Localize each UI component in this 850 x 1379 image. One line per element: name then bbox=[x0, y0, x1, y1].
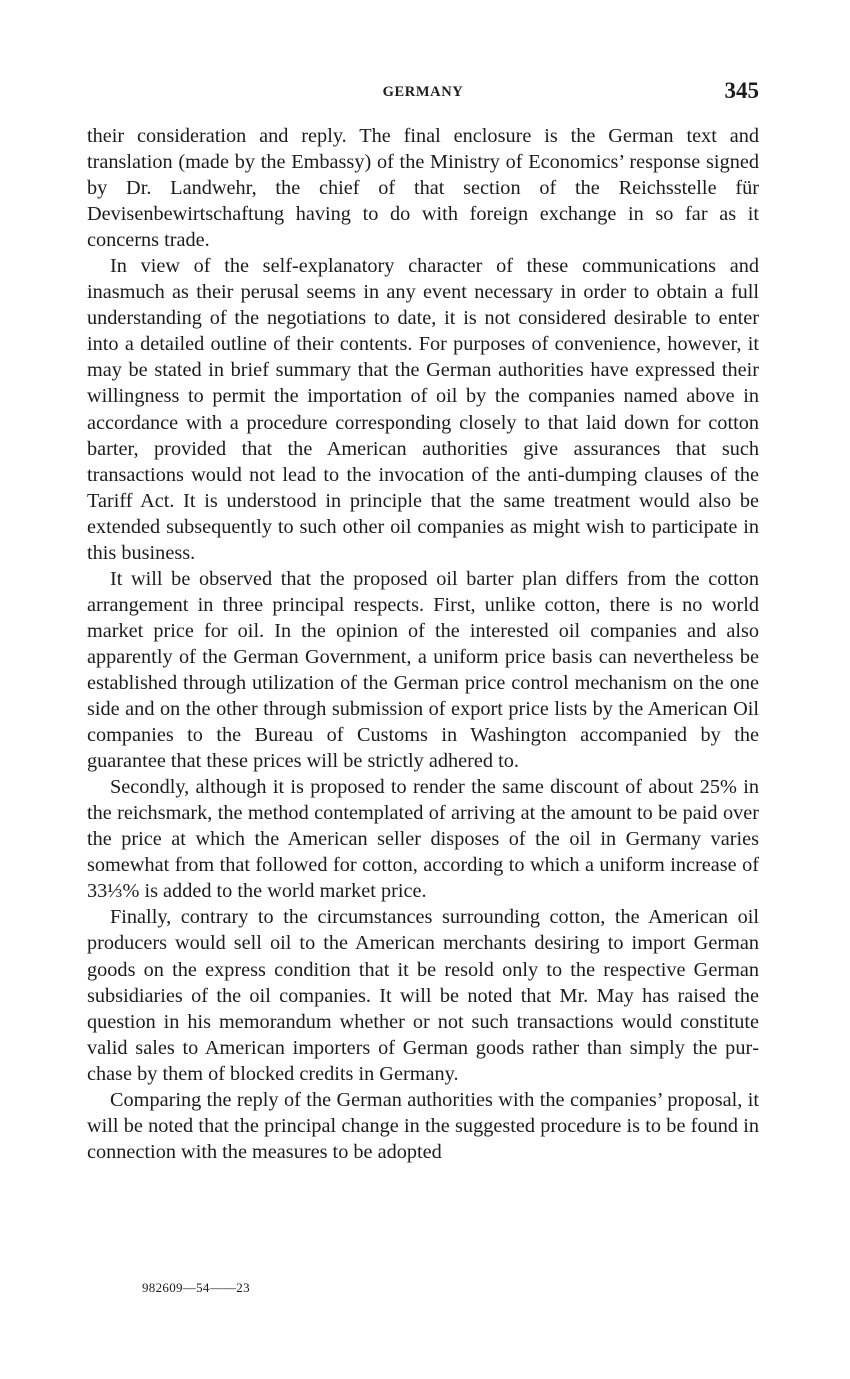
paragraph-continues: Comparing the reply of the German authorities with the companies’ proposal, it will be noted that the principal change in the suggested procedure is to be found in connection with the measures to be adopted bbox=[87, 1088, 759, 1163]
running-head bbox=[87, 78, 759, 108]
paragraph: In view of the self-explanatory character of these communications and inasmuch as their perusal seems in any event necessary in order to obtain a full understanding of the negotiations to date, it is not considered desirable to enter into a detailed outline of their contents. For purposes of convenience, however, it may be stated in brief summary that the German authorities have expressed their willingness to permit the importation of oil by the companies named above in accordance with a procedure corresponding closely to that laid down for cotton barter, provided that the American authorities give assurances that such transactions would not lead to the invocation of the anti-dumping clauses of the Tariff Act. It is understood in principle that the same treatment would also be extended subsequently to such other oil companies as might wish to participate in this business. bbox=[87, 255, 759, 564]
paragraph: Secondly, although it is proposed to render the same discount of about 25% in the reichsmark, the method contemplated of arriving at the amount to be paid over the price at which the American seller disposes of the oil in Germany varies somewhat from that followed for cotton, according to which a uniform increase of 33⅓% is added to the world market price. bbox=[87, 776, 759, 903]
printer-signature-mark: 982609—54——23 bbox=[142, 1280, 250, 1295]
page-number: 345 bbox=[724, 78, 759, 103]
paragraph: It will be observed that the proposed oil barter plan differs from the cotton arrangement in three principal respects. First, unlike cotton, there is no world market price for oil. In the opinion of the interested oil companies and also apparently of the German Government, a uniform price basis can nevertheless be established through utilization of the German price control mechanism on the one side and on the other through submission of export price lists by the American Oil companies to the Bureau of Customs in Washington accompanied by the guarantee that these prices will be strictly adhered to. bbox=[87, 567, 759, 773]
running-title: GERMANY bbox=[382, 84, 464, 100]
paragraph: Finally, contrary to the circumstances surrounding cotton, the American oil producers would sell oil to the American merchants desiring to import German goods on the express condition that it be resold only to the respective German subsidiaries of the oil companies. It will be noted that Mr. May has raised the question in his memorandum whether or not such transactions would constitute valid sales to American importers of German goods rather than simply the purchase by them of blocked credits in Germany. bbox=[87, 906, 759, 1085]
paragraph-continued: their consideration and reply. The final enclosure is the German text and translation (made by the Embassy) of the Ministry of Economics’ response signed by Dr. Landwehr, the chief of that section of the Reichsstelle für Devisenbewirtschaftung having to do with foreign exchange in so far as it concerns trade. bbox=[87, 125, 759, 252]
body-text bbox=[87, 123, 759, 1165]
